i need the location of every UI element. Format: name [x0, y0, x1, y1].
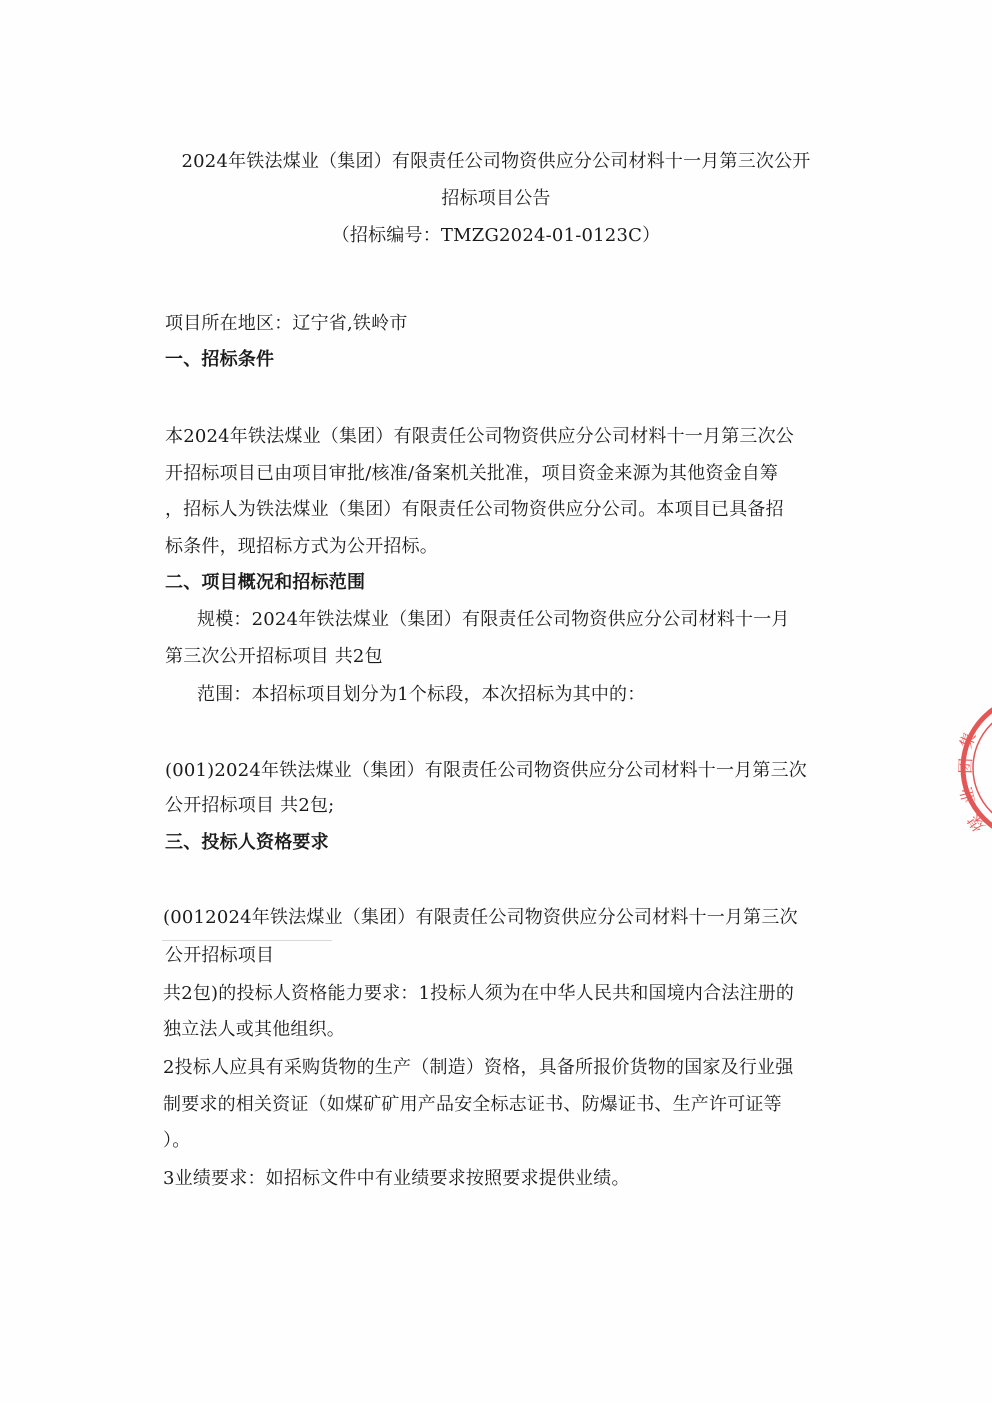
- scale-line-1: 规模：2024年铁法煤业（集团）有限责任公司物资供应分公司材料十一月: [197, 609, 790, 630]
- divider: [162, 940, 332, 941]
- section-1-line-2: 开招标项目已由项目审批/核准/备案机关批准，项目资金来源为其他资金自筹: [165, 463, 779, 484]
- lot-line-2: 公开招标项目 共2包;: [165, 795, 335, 816]
- section-3-line-2: 公开招标项目: [165, 945, 275, 966]
- lot-line-1: (001)2024年铁法煤业（集团）有限责任公司物资供应分公司材料十一月第三次: [165, 760, 808, 781]
- section-1-line-4: 标条件，现招标方式为公开招标。: [165, 536, 438, 557]
- section-2-heading: 二、项目概况和招标范围: [165, 572, 366, 593]
- section-3-line-1: (0012024年铁法煤业（集团）有限责任公司物资供应分公司材料十一月第三次: [163, 907, 798, 928]
- section-3-heading: 三、投标人资格要求: [165, 832, 329, 853]
- svg-text:业: 业: [956, 785, 979, 806]
- svg-text:煤: 煤: [964, 811, 989, 836]
- svg-text:集: 集: [956, 729, 980, 751]
- section-3-line-4: 独立法人或其他组织。: [163, 1019, 345, 1040]
- section-3-line-8: 3业绩要求：如招标文件中有业绩要求按照要求提供业绩。: [163, 1168, 630, 1189]
- title-line-1: 2024年铁法煤业（集团）有限责任公司物资供应分公司材料十一月第三次公开: [181, 151, 811, 172]
- section-3-line-5: 2投标人应具有采购货物的生产（制造）资格，具备所报价货物的国家及行业强: [163, 1057, 794, 1078]
- scope-line: 范围：本招标项目划分为1个标段，本次招标为其中的：: [197, 684, 646, 705]
- title-line-2: 招标项目公告: [441, 188, 551, 209]
- tender-code: （招标编号：TMZG2024-01-0123C）: [331, 225, 661, 246]
- svg-text:团: 团: [955, 757, 976, 775]
- section-3-line-6: 制要求的相关资证（如煤矿矿用产品安全标志证书、防爆证书、生产许可证等: [163, 1094, 782, 1115]
- seal-graphic: [955, 690, 992, 850]
- scale-line-2: 第三次公开招标项目 共2包: [165, 646, 383, 667]
- section-1-line-3: ，招标人为铁法煤业（集团）有限责任公司物资供应分公司。本项目已具备招: [165, 499, 784, 520]
- section-3-line-7: ）。: [163, 1130, 191, 1151]
- section-1-heading: 一、招标条件: [165, 349, 275, 370]
- official-seal-stamp: [955, 690, 992, 850]
- project-region: 项目所在地区：辽宁省,铁岭市: [165, 313, 408, 334]
- section-1-line-1: 本2024年铁法煤业（集团）有限责任公司物资供应分公司材料十一月第三次公: [165, 426, 795, 447]
- section-3-line-3: 共2包)的投标人资格能力要求：1投标人须为在中华人民共和国境内合法注册的: [163, 983, 795, 1004]
